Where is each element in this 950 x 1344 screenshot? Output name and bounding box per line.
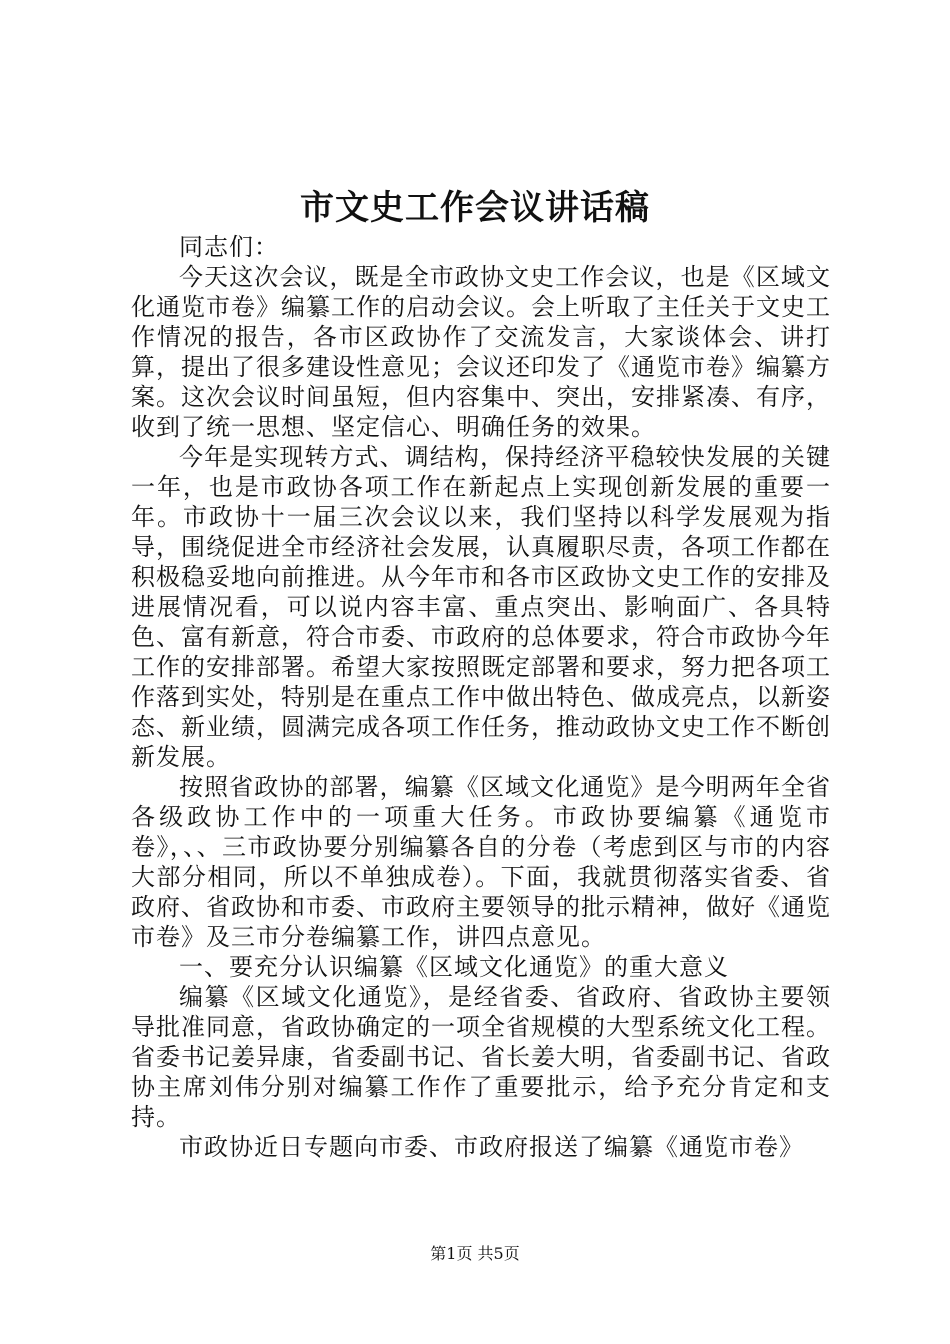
paragraph: 今年是实现转方式、调结构，保持经济平稳较快发展的关键一年，也是市政协各项工作在新起点上实现创新发展的重要一年。市政协十一届三次会议以来，我们坚持以科学发展观为指导，围绕促进全市经济社会发展，认真履职尽责，各项工作都在积极稳妥地向前推进。从今年市和各市区政协文史工作的安排及进展情况看，可以说内容丰富、重点突出、影响面广、各具特色、富有新意，符合市委、市政府的总体要求，符合市政协今年工作的安排部署。希望大家按照既定部署和要求，努力把各项工作落到实处，特别是在重点工作中做出特色、做成亮点，以新姿态、新业绩，圆满完成各项工作任务，推动政协文史工作不断创新发展。 — [131, 443, 831, 771]
document-title: 市文史工作会议讲话稿 — [300, 188, 650, 228]
document-body — [131, 232, 831, 1162]
paragraph: 按照省政协的部署，编纂《区域文化通览》是今明两年全省各级政协工作中的一项重大任务。市政协要编纂《通览市卷》，、、三市政协要分别编纂各自的分卷（考虑到区与市的内容大部分相同，所以不单独成卷）。下面，我就贯彻落实省委、省政府、省政协和市委、市政府主要领导的批示精神，做好《通览市卷》及三市分卷编纂工作，讲四点意见。 — [131, 773, 831, 951]
paragraph: 编纂《区域文化通览》，是经省委、省政府、省政协主要领导批准同意，省政协确定的一项全省规模的大型系统文化工程。省委书记姜异康，省委副书记、省长姜大明，省委副书记、省政协主席刘伟分别对编纂工作作了重要批示，给予充分肯定和支持。 — [131, 983, 831, 1131]
page-number: 第1页 共5页 — [430, 1244, 520, 1263]
paragraph: 市政协近日专题向市委、市政府报送了编纂《通览市卷》 — [179, 1133, 804, 1161]
section-heading: 一、要充分认识编纂《区域文化通览》的重大意义 — [179, 953, 729, 981]
paragraph: 今天这次会议，既是全市政协文史工作会议，也是《区域文化通览市卷》编纂工作的启动会议。会上听取了主任关于文史工作情况的报告，各市区政协作了交流发言，大家谈体会、讲打算，提出了很多建设性意见；会议还印发了《通览市卷》编纂方案。这次会议时间虽短，但内容集中、突出，安排紧凑、有序，收到了统一思想、坚定信心、明确任务的效果。 — [131, 263, 831, 441]
paragraph-salutation: 同志们： — [179, 233, 279, 261]
